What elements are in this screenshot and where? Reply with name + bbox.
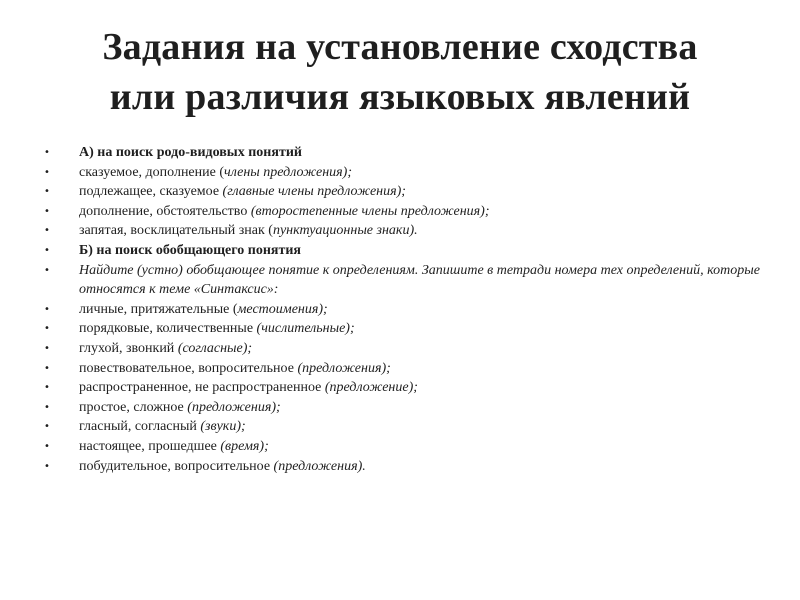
item-note: (главные члены предложения); xyxy=(222,184,406,200)
slide-title xyxy=(20,22,780,122)
list-item xyxy=(44,163,764,183)
item-text: настоящее, прошедшее xyxy=(79,438,221,454)
item-note: местоимения); xyxy=(237,301,328,317)
instruction-text: Найдите (устно) обобщающее понятие к определениям. Запишите в тетради номера тех определений, которые относятся к теме «Синтаксис»: xyxy=(79,262,760,298)
bullet-icon: • xyxy=(44,421,50,433)
list-item xyxy=(44,417,764,437)
bullet-icon: • xyxy=(44,362,50,374)
item-text: распространенное, не распространенное xyxy=(79,380,325,396)
list-item xyxy=(44,221,764,241)
list-item xyxy=(44,182,764,202)
list-item xyxy=(44,261,764,300)
section-heading-b: Б) на поиск обобщающего понятия xyxy=(79,242,301,258)
title-line-1: Задания на установление сходства xyxy=(102,26,698,68)
list-item xyxy=(44,339,764,359)
item-text: глухой, звонкий xyxy=(79,340,178,356)
bullet-icon: • xyxy=(44,460,50,472)
item-note: (числительные); xyxy=(256,321,355,337)
item-note: (предложение); xyxy=(324,380,418,396)
item-note: (предложения); xyxy=(187,399,281,415)
list-item xyxy=(44,202,764,222)
item-note: пунктуационные знаки). xyxy=(272,223,418,239)
item-text: порядковые, количественные xyxy=(79,321,257,337)
bullet-icon: • xyxy=(44,342,50,354)
item-note: члены предложения); xyxy=(224,164,352,180)
item-note: (предложения). xyxy=(273,458,366,474)
bullet-icon: • xyxy=(44,264,50,276)
bullet-icon: • xyxy=(44,303,50,315)
list-item xyxy=(44,143,764,163)
list-item xyxy=(44,241,764,261)
section-heading-a: А) на поиск родо-видовых понятий xyxy=(79,145,302,160)
list-item xyxy=(44,319,764,339)
bullet-icon: • xyxy=(44,401,50,413)
list-item xyxy=(44,359,764,379)
item-text: дополнение, обстоятельство xyxy=(79,203,251,219)
bullet-icon: • xyxy=(44,147,50,158)
list-item xyxy=(44,457,764,477)
item-note: (звуки); xyxy=(200,419,246,435)
bullet-icon: • xyxy=(44,225,50,237)
list-item xyxy=(44,437,764,457)
item-text: запятая, восклицательный знак ( xyxy=(79,223,273,239)
item-text: сказуемое, дополнение ( xyxy=(79,164,225,180)
bullet-icon: • xyxy=(44,244,50,256)
bullet-icon: • xyxy=(44,186,50,198)
item-text: личные, притяжательные ( xyxy=(79,301,238,317)
title-line-2: или различия языковых явлений xyxy=(109,76,691,118)
bullet-icon: • xyxy=(44,205,50,217)
item-text: побудительное, вопросительное xyxy=(79,458,274,474)
list-item xyxy=(44,398,764,418)
list-item xyxy=(44,300,764,320)
task-list xyxy=(44,143,764,476)
item-note: (предложения); xyxy=(297,360,391,376)
item-note: (согласные); xyxy=(177,340,253,356)
bullet-icon: • xyxy=(44,323,50,335)
item-note: (время); xyxy=(220,438,269,454)
bullet-icon: • xyxy=(44,440,50,452)
item-text: гласный, согласный xyxy=(79,419,201,435)
list-item xyxy=(44,378,764,398)
bullet-icon: • xyxy=(44,382,50,394)
item-text: подлежащее, сказуемое xyxy=(79,184,223,200)
item-text: повествовательное, вопросительное xyxy=(79,360,298,376)
bullet-icon: • xyxy=(44,166,50,178)
item-note: (второстепенные члены предложения); xyxy=(250,203,490,219)
item-text: простое, сложное xyxy=(79,399,188,415)
